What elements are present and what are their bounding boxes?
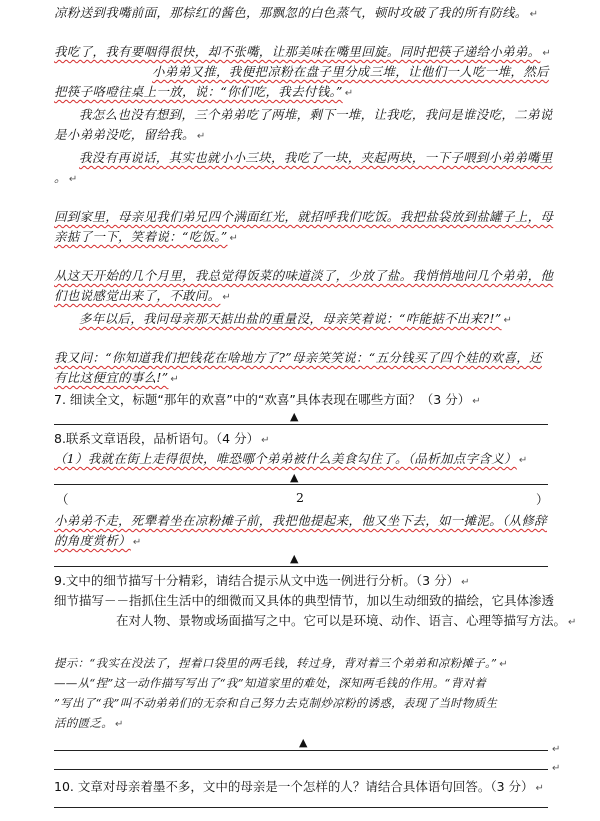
passage-line-7: 我没有再说话，其实也就小小三块，我吃了一块，夹起两块，一下子喂到小弟弟嘴里 (79, 150, 553, 165)
question-10: 10. 文章对母亲着墨不多，文中的母亲是一个怎样的人？请结合具体语句回答。（3 分） ↵ (54, 779, 544, 794)
paragraph-mark-icon: ↵ (529, 9, 539, 20)
question-9-hint-2: ——从“捏”这一动作描写写出了“我”知道家里的难处，深知两毛钱的作用。“背对着 (54, 676, 487, 690)
paragraph-mark-icon: ↵ (568, 617, 577, 628)
sub-2-number: 2 (296, 490, 304, 505)
paragraph-mark-icon: ↵ (472, 396, 481, 407)
passage-line-13: 多年以后，我问母亲那天掂出盐的重量没，母亲笑着说：“咋能掂不出来?!” ↵ (79, 311, 513, 326)
question-8-sub-2-line-2: 的角度赏析） ↵ (54, 533, 142, 548)
passage-line-3: 小弟弟又推，我便把凉粉在盘子里分成三堆，让他们一人吃一堆，然后 (152, 64, 549, 79)
paragraph-mark-icon: ↵ (503, 315, 513, 326)
question-8-sub-2-line-1: 小弟弟不走，死犟着坐在凉粉摊子前，我把他提起来，他又坐下去，如一摊泥。（从修辞 (54, 513, 547, 528)
paragraph-mark-icon: ↵ (552, 763, 561, 774)
paragraph-mark-icon: ↵ (196, 131, 206, 142)
passage-line-8: 。 ↵ (54, 170, 78, 185)
answer-line-q8-2[interactable] (54, 566, 548, 567)
question-9-definition-2: 在对人物、景物或场面描写之中。它可以是环境、动作、语言、心理等描写方法。 ↵ (116, 613, 577, 628)
paragraph-mark-icon: ↵ (518, 455, 528, 466)
paragraph-mark-icon: ↵ (552, 744, 561, 755)
answer-line-q9-2[interactable] (54, 769, 548, 770)
sub-2-open-paren: （ (56, 492, 69, 507)
question-9-hint-4: 活的匮乏。 ↵ (54, 716, 124, 730)
answer-line-q8-1[interactable] (54, 484, 548, 485)
question-8-sub-1: （1）我就在街上走得很快，唯恐哪个弟弟被什么美食勾住了。（品析加点字含义） ↵ (54, 451, 528, 466)
passage-line-5: 我怎么也没有想到，三个弟弟吃了两堆，剩下一堆，让我吃，我问是谁没吃，二弟说 (79, 107, 553, 122)
answer-marker-icon: ▲ (290, 471, 299, 484)
paragraph-mark-icon: ↵ (535, 783, 544, 794)
passage-line-1: 凉粉送到我嘴前面，那棕红的酱色，那飘忽的白色蒸气，顿时攻破了我的所有防线。 ↵ (54, 5, 539, 20)
passage-line-10: 亲掂了一下，笑着说：“吃饭。” ↵ (54, 229, 239, 244)
paragraph-mark-icon: ↵ (170, 374, 180, 385)
question-9-hint-3: ”写出了“我”叫不动弟弟们的无奈和自己努力去克制炒凉粉的诱惑，表现了当时物质生 (54, 696, 498, 710)
passage-line-11: 从这天开始的几个月里，我总觉得饭菜的味道淡了，少放了盐。我悄悄地问几个弟弟，他 (54, 268, 554, 283)
passage-line-9: 回到家里，母亲见我们弟兄四个满面红光，就招呼我们吃饭。我把盐袋放到盐罐子上，母 (54, 209, 554, 224)
answer-marker-icon: ▲ (299, 736, 308, 749)
question-8: 8.联系文章语段，品析语句。（4 分） ↵ (54, 431, 270, 446)
passage-line-6: 是小弟弟没吃，留给我。 ↵ (54, 127, 206, 142)
question-7: 7. 细读全文，标题“那年的欢喜”中的“欢喜”具体表现在哪些方面？（3 分） ↵ (54, 392, 481, 407)
passage-line-12: 们也说感觉出来了，不敢问。 ↵ (54, 288, 232, 303)
passage-line-14: 我又问：“你知道我们把钱花在啥地方了?”母亲笑笑说：“五分钱买了四个娃的欢喜，还 (54, 350, 542, 365)
passage-line-15: 有比这便宜的事么!” ↵ (54, 370, 180, 385)
passage-line-4: 把筷子咯噔往桌上一放，说：“你们吃，我去付钱。” ↵ (54, 84, 354, 99)
answer-marker-icon: ▲ (290, 410, 299, 423)
question-9: 9.文中的细节描写十分精彩，请结合提示从文中选一例进行分析。（3 分） ↵ (54, 573, 470, 588)
question-9-hint-1: 提示：“我实在没法了，捏着口袋里的两毛钱，转过身，背对着三个弟弟和凉粉摊子。” ↵ (54, 656, 508, 670)
question-9-definition-1: 细节描写－－指抓住生活中的细微而又具体的典型情节，加以生动细致的描绘，它具体渗透 (54, 593, 555, 608)
paragraph-mark-icon: ↵ (261, 435, 270, 446)
paragraph-mark-icon: ↵ (68, 174, 78, 185)
answer-marker-icon: ▲ (290, 552, 299, 565)
paragraph-mark-icon: ↵ (542, 48, 552, 59)
paragraph-mark-icon: ↵ (132, 537, 142, 548)
paragraph-mark-icon: ↵ (461, 577, 470, 588)
answer-line-q7[interactable] (54, 424, 548, 425)
paragraph-mark-icon: ↵ (115, 719, 124, 730)
paragraph-mark-icon: ↵ (344, 88, 354, 99)
answer-line-q10[interactable] (54, 807, 548, 808)
paragraph-mark-icon: ↵ (222, 292, 232, 303)
sub-2-close-paren: ） (536, 492, 549, 507)
paragraph-mark-icon: ↵ (229, 233, 239, 244)
answer-line-q9-1[interactable] (54, 750, 548, 751)
paragraph-mark-icon: ↵ (499, 659, 508, 670)
passage-line-2: 我吃了，我有要咽得很快，却不张嘴，让那美味在嘴里回旋。同时把筷子递给小弟弟。 ↵ (54, 44, 552, 59)
